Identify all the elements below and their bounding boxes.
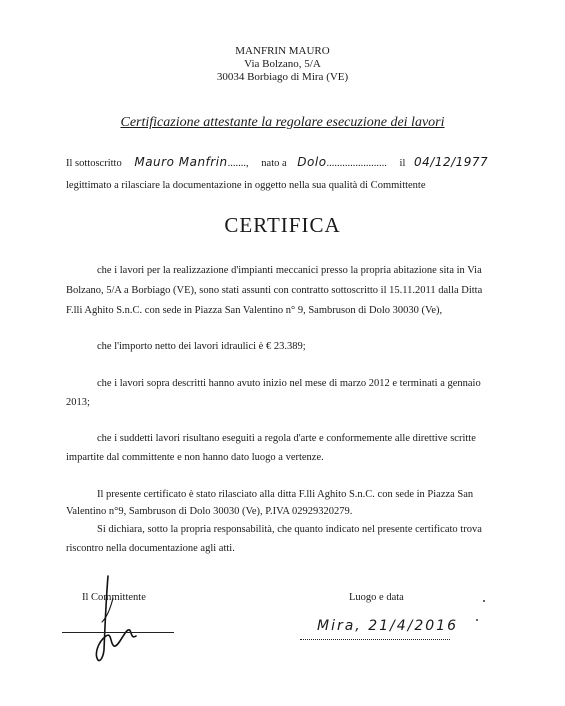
sender-street: Via Bolzano, 5/A — [244, 58, 321, 70]
p5-line-2: Valentino n°9, Sambruson di Dolo 30030 (Ve), P.IVA 02929320279. — [66, 506, 353, 517]
certifica-heading: CERTIFICA — [224, 213, 341, 237]
p1-line-3: F.lli Aghito S.n.C. con sede in Piazza San Valentino n° 9, Sambruson di Dolo 30030 (Ve), — [66, 305, 443, 316]
p5-line-1: Il presente certificato è stato rilasciato alla ditta F.lli Aghito S.n.C. con sede in Piazza San — [97, 489, 474, 500]
committente-label: Il Committente — [82, 592, 146, 603]
p3-line-1: che i lavori sopra descritti hanno avuto inizio nel mese di marzo 2012 e terminati a gennaio — [97, 378, 481, 389]
p2-line: che l'importo netto dei lavori idraulici è € 23.389; — [97, 341, 306, 352]
born-label: nato a — [261, 158, 287, 169]
committente-signature-line — [62, 632, 174, 633]
p4-line-1: che i suddetti lavori risultano eseguiti a regola d'arte e conformemente alle direttive scritte — [97, 433, 476, 444]
p3-line-2: 2013; — [66, 397, 90, 408]
sender-name: MANFRIN MAURO — [235, 45, 330, 57]
sender-city: 30034 Borbiago di Mira (VE) — [216, 71, 349, 83]
scan-speck — [483, 600, 485, 602]
undersigned-label: Il sottoscritto — [66, 158, 122, 169]
birthplace-handwritten: Dolo — [297, 155, 327, 169]
p6-line-1: Si dichiara, sotto la propria responsabilità, che quanto indicato nel presente certificato trova — [97, 524, 482, 535]
document-subject: Certificazione attestante la regolare esecuzione dei lavori — [120, 115, 445, 130]
date-label: il — [399, 158, 406, 169]
p1-line-1: che i lavori per la realizzazione d'impianti meccanici presso la propria abitazione sita in Via — [97, 265, 482, 276]
committente-signature — [80, 570, 150, 665]
p1-line-2: Bolzano, 5/A a Borbiago (VE), sono stati assunti con contratto sottoscritto il 15.11.2011 dalla Ditta — [66, 285, 483, 296]
intro-line-2: legittimato a rilasciare la documentazione in oggetto nella sua qualità di Committente — [66, 180, 426, 191]
intro-line-1: Il sottoscritto Mauro Manfrin......., nato a Dolo....................... il 04/12/1977 — [66, 155, 489, 169]
p6-line-2: riscontro nella documentazione agli atti. — [66, 543, 235, 554]
place-date-line — [300, 639, 450, 640]
birthdate-handwritten: 04/12/1977 — [414, 155, 489, 169]
place-date-label: Luogo e data — [349, 592, 404, 603]
place-date-handwritten: Mira, 21/4/2016 — [317, 618, 458, 634]
undersigned-name-handwritten: Mauro Manfrin — [134, 155, 228, 169]
p4-line-2: impartite dal committente e non hanno dato luogo a vertenze. — [66, 452, 324, 463]
scan-speck — [476, 619, 478, 621]
